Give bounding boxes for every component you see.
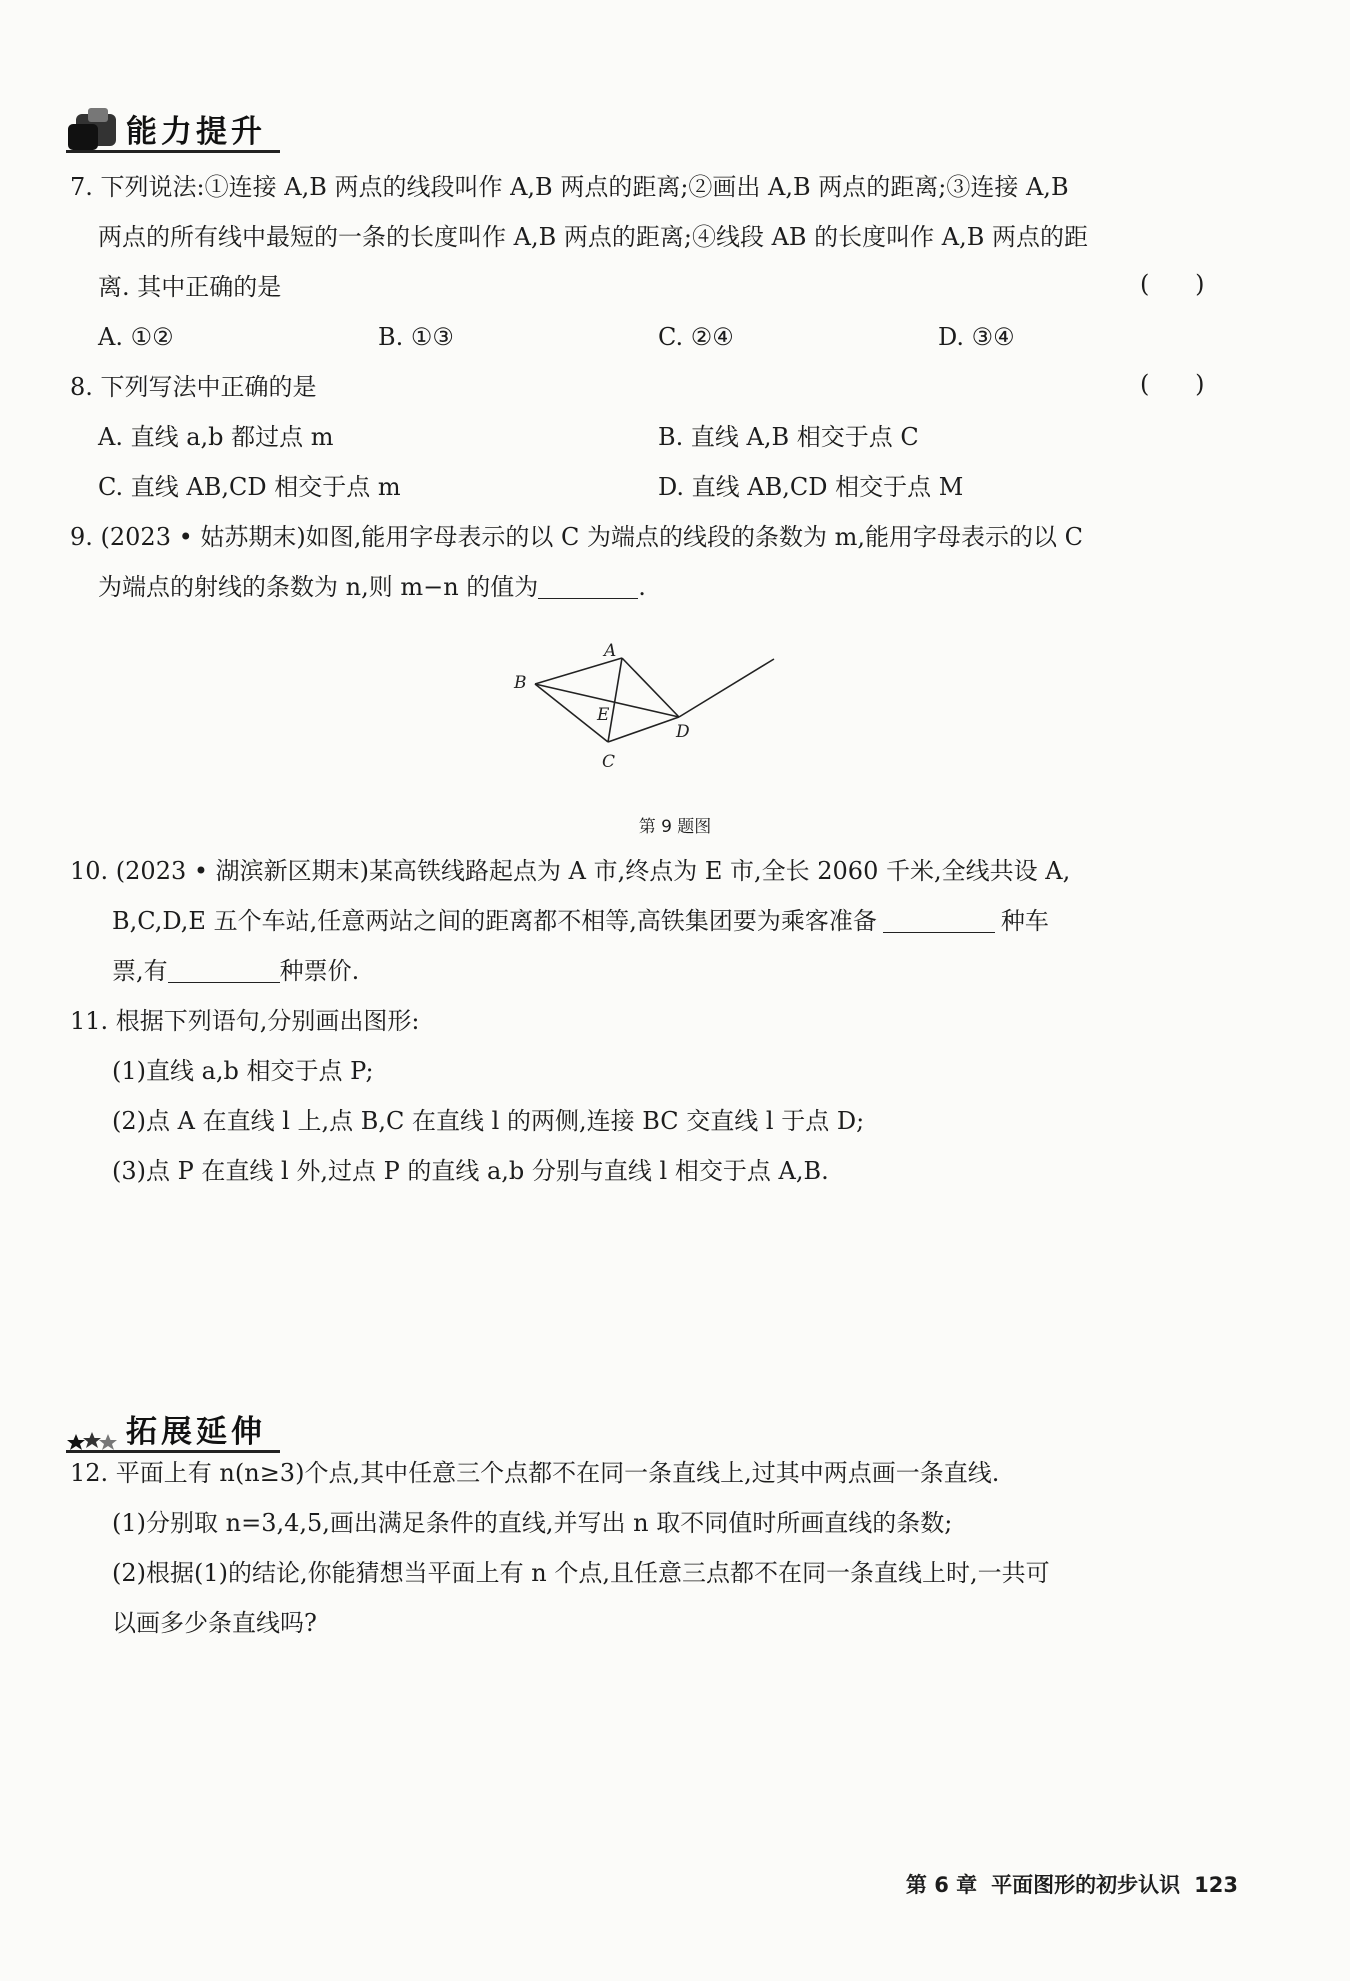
q10-line-3-end: 种票价. <box>279 957 360 985</box>
footer-chapter: 第 6 章 <box>905 1873 978 1897</box>
section-header-extension <box>66 1404 286 1456</box>
q12-item-1: (1)分别取 n=3,4,5,画出满足条件的直线,并写出 n 取不同值时所画直线的条数; <box>112 1509 953 1537</box>
q12-item-2-line-2: 以画多少条直线吗? <box>112 1609 317 1637</box>
point-label-D: D <box>676 722 690 742</box>
q10-line-2 <box>112 906 1049 936</box>
q7-line-1: 7. 下列说法:①连接 A,B 两点的线段叫作 A,B 两点的距离;②画出 A,B 两点的距离;③连接 A,B <box>70 173 1069 201</box>
q8-option-a: A. 直线 a,b 都过点 m <box>98 423 334 451</box>
q7-option-c: C. ②④ <box>658 323 734 351</box>
segment-AC <box>608 658 622 742</box>
q9-line-1: 9. (2023 • 姑苏期末)如图,能用字母表示的以 C 为端点的线段的条数为 m,能用字母表示的以 C <box>70 523 1084 551</box>
q9-line-2-text: 为端点的射线的条数为 n,则 m−n 的值为 <box>98 573 539 601</box>
q11-item-2: (2)点 A 在直线 l 上,点 B,C 在直线 l 的两侧,连接 BC 交直线 l 于点 D; <box>112 1107 865 1135</box>
segment-BD <box>535 684 679 717</box>
q7-option-a: A. ①② <box>98 323 174 351</box>
q10-blank-tickets[interactable] <box>883 910 995 933</box>
q10-blank-prices[interactable] <box>168 960 280 983</box>
q12-stem: 12. 平面上有 n(n≥3)个点,其中任意三个点都不在同一条直线上,过其中两点画一条直线. <box>70 1459 1000 1487</box>
q7-option-d: D. ③④ <box>938 323 1015 351</box>
q9-figure-caption: 第 9 题图 <box>638 817 712 837</box>
section-title: 拓展延伸 <box>126 1414 266 1450</box>
q10-line-2-text: B,C,D,E 五个车站,任意两站之间的距离都不相等,高铁集团要为乘客准备 <box>112 907 877 935</box>
q8-option-b: B. 直线 A,B 相交于点 C <box>658 423 919 451</box>
q8-answer-paren: ( ) <box>1140 370 1205 398</box>
point-label-B: B <box>514 673 527 693</box>
stars-icon <box>66 1404 126 1452</box>
footer-title: 平面图形的初步认识 <box>991 1873 1181 1897</box>
q11-stem: 11. 根据下列语句,分别画出图形: <box>70 1007 420 1035</box>
point-label-E: E <box>597 705 610 725</box>
q8-option-d: D. 直线 AB,CD 相交于点 M <box>658 473 964 501</box>
q7-line-3: 离. 其中正确的是 <box>98 273 282 301</box>
q7-option-b: B. ①③ <box>378 323 454 351</box>
q10-line-1: 10. (2023 • 湖滨新区期末)某高铁线路起点为 A 市,终点为 E 市,全长 2060 千米,全线共设 A, <box>70 857 1071 885</box>
segment-AD <box>622 658 679 717</box>
point-label-A: A <box>604 641 617 661</box>
q10-line-2-end: 种车 <box>1000 907 1049 935</box>
segment-CD <box>608 717 679 742</box>
q12-item-2-line-1: (2)根据(1)的结论,你能猜想当平面上有 n 个点,且任意三点都不在同一条直线上时,一共可 <box>112 1559 1050 1587</box>
q10-line-3-start: 票,有 <box>112 957 168 985</box>
point-label-C: C <box>602 752 616 772</box>
section-underline <box>66 150 280 153</box>
q7-line-2: 两点的所有线中最短的一条的长度叫作 A,B 两点的距离;④线段 AB 的长度叫作 A,B 两点的距 <box>98 223 1089 251</box>
section-title: 能力提升 <box>126 114 266 150</box>
q8-stem: 8. 下列写法中正确的是 <box>70 373 317 401</box>
section-header-ability <box>66 104 286 156</box>
page-footer <box>906 1869 1238 1899</box>
q9-line-2 <box>98 572 646 602</box>
q9-answer-blank[interactable] <box>538 576 638 599</box>
section-underline <box>66 1450 280 1453</box>
segment-BC <box>535 684 608 742</box>
ray-from-D <box>679 659 774 717</box>
q9-line-2-end: . <box>638 573 646 601</box>
q11-item-1: (1)直线 a,b 相交于点 P; <box>112 1057 374 1085</box>
segment-BA <box>535 658 622 684</box>
q11-item-3: (3)点 P 在直线 l 外,过点 P 的直线 a,b 分别与直线 l 相交于点 A,B. <box>112 1157 829 1185</box>
q8-option-c: C. 直线 AB,CD 相交于点 m <box>98 473 401 501</box>
q10-line-3 <box>112 956 359 986</box>
page-number: 123 <box>1194 1873 1238 1897</box>
section-badge-icon <box>66 104 126 152</box>
q7-answer-paren: ( ) <box>1140 270 1205 298</box>
